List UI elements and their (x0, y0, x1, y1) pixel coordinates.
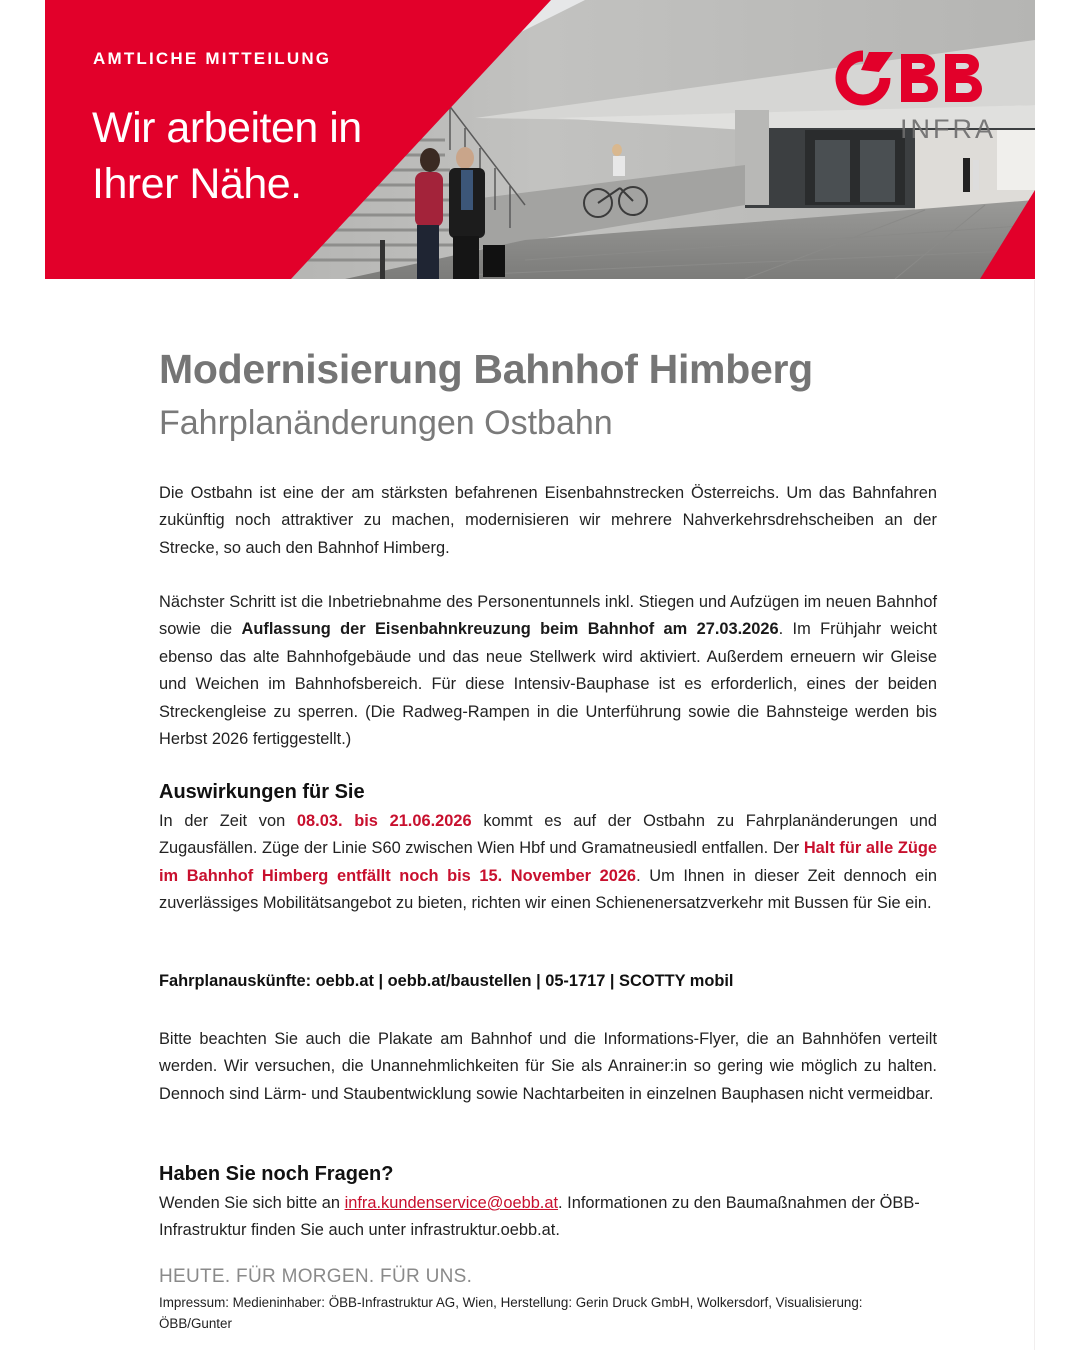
impact-text-2: kommt es auf der Ostbahn zu Fahrplanänderungen und Zugausfällen. Züge der Linie S60 zwischen Wien Hbf und Gramatneusiedl entfallen. Der (159, 812, 938, 858)
questions-text-1: Wenden Sie sich bitte an (159, 1194, 345, 1212)
impact-heading: Auswirkungen für Sie (159, 781, 365, 803)
kicker-label: AMTLICHE MITTEILUNG (93, 49, 332, 68)
questions-heading: Haben Sie noch Fragen? (159, 1163, 394, 1185)
questions-paragraph (159, 1190, 937, 1245)
next-step-text-1: Nächster Schritt ist die Inbetriebnahme des Personentunnels inkl. Stiegen und Aufzügen im neuen Bahnhof sowie die (159, 593, 937, 639)
page-edge (1034, 280, 1035, 1350)
next-step-text-2: . Im Frühjahr weicht ebenso das alte Bahnhofgebäude und das neue Stellwerk wird aktiviert. Außerdem erneuern wir Gleise und Weichen im Bahnhofsbereich. Für diese Intensiv-Bauphase ist es erforderlich, eines der beiden Streckengleise zu sperren. (Die Radweg-Rampen in die Unterführung sowie die Bahnsteige werden bis Herbst 2026 fertiggestellt.) (159, 620, 937, 749)
page-title: Modernisierung Bahnhof Himberg (159, 346, 813, 392)
notice-paragraph: Bitte beachten Sie auch die Plakate am Bahnhof und die Informations-Flyer, die an Bahnhöfen verteilt werden. Wir versuchen, die Unannehmlichkeiten für Sie als Anrainer:in so gering wie möglich zu halten. Dennoch sind Lärm- und Staubentwicklung sowie Nachtarbeiten in einzelnen Bauphasen nicht vermeidbar. (159, 1030, 937, 1103)
logo-infra-label: INFRA (900, 114, 996, 144)
next-step-paragraph (159, 589, 937, 753)
impact-paragraph (159, 808, 937, 918)
intro-paragraph: Die Ostbahn ist eine der am stärksten befahrenen Eisenbahnstrecken Österreichs. Um das Bahnfahren zukünftig noch attraktiver zu machen, modernisieren wir mehrere Nahverkehrsdrehscheiben an der Strecke, so auch den Bahnhof Himberg. (159, 484, 937, 557)
oebb-logo-icon (835, 48, 995, 108)
questions-text-2: . Informationen zu den Baumaßnahmen der ÖBB-Infrastruktur finden Sie auch unter infrastruktur.oebb.at. (159, 1194, 920, 1240)
headline-line-1: Wir arbeiten in (92, 104, 362, 152)
impact-text-1: In der Zeit von (159, 812, 297, 830)
headline-line-2: Ihrer Nähe. (92, 160, 302, 208)
timetable-info-line: Fahrplanauskünfte: oebb.at | oebb.at/baustellen | 05-1717 | SCOTTY mobil (159, 972, 734, 990)
himberg-stop-closure: Halt für alle Züge im Bahnhof Himberg entfällt noch bis 15. November 2026 (159, 839, 937, 885)
impressum: Impressum: Medieninhaber: ÖBB-Infrastruktur AG, Wien, Herstellung: Gerin Druck GmbH, Wolkersdorf, Visualisierung: ÖBB/Gunter (159, 1295, 863, 1331)
closure-period: 08.03. bis 21.06.2026 (296, 812, 472, 830)
footer-slogan: HEUTE. FÜR MORGEN. FÜR UNS. (159, 1266, 473, 1287)
header-banner (45, 0, 1035, 279)
crossing-closure-date: Auflassung der Eisenbahnkreuzung beim Bahnhof am 27.03.2026 (241, 620, 779, 639)
impact-text-3: . Um Ihnen in dieser Zeit dennoch ein zuverlässiges Mobilitätsangebot zu bieten, richten wir einen Schienenersatzverkehr mit Bussen für Sie ein. (159, 866, 937, 913)
page-subtitle: Fahrplanänderungen Ostbahn (159, 404, 613, 442)
banner-headline (92, 100, 362, 212)
customer-service-email-link[interactable]: infra.kundenservice@oebb.at (344, 1194, 559, 1212)
